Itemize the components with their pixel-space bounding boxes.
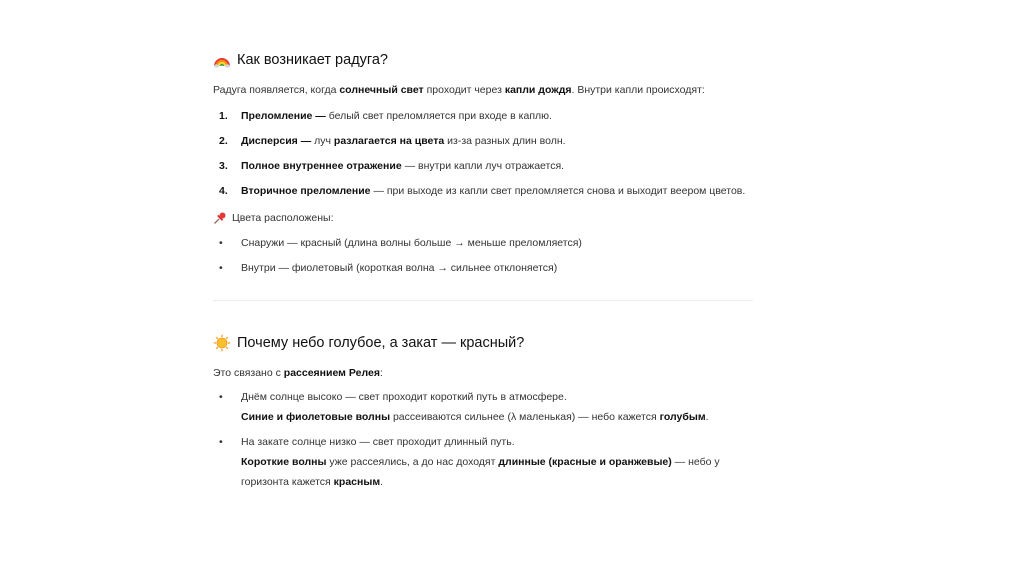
sun-icon bbox=[213, 334, 231, 352]
intro-text: проходит через bbox=[423, 84, 505, 96]
section-rainbow-intro bbox=[213, 82, 753, 98]
bullet: • bbox=[219, 262, 223, 274]
emphasis: голубым bbox=[659, 411, 706, 423]
step-term: Полное внутреннее отражение bbox=[241, 160, 402, 172]
emphasis: длинные (красные и оранжевые) bbox=[498, 456, 672, 468]
refraction-steps-list bbox=[213, 106, 753, 201]
list-item-text: уже рассеялись, а до нас доходят bbox=[326, 456, 499, 468]
colors-label-text: Цвета расположены: bbox=[232, 212, 334, 224]
list-item-text: — небо у горизонта кажется bbox=[241, 456, 720, 488]
list-item bbox=[213, 387, 753, 427]
sky-explanation-list bbox=[213, 387, 753, 492]
intro-bold: рассеянием Релея bbox=[283, 367, 380, 379]
list-number: 1. bbox=[219, 110, 228, 122]
step-term: разлагается на цвета bbox=[333, 135, 445, 147]
step-term: Вторичное преломление bbox=[241, 185, 371, 197]
intro-text: Это связано с bbox=[213, 367, 284, 379]
step-text: из-за разных длин волн. bbox=[444, 135, 566, 147]
step-term: Преломление — bbox=[241, 110, 326, 122]
step-term: Дисперсия — bbox=[241, 135, 312, 147]
step-text: белый свет преломляется при входе в каплю. bbox=[325, 110, 552, 122]
emphasis: Синие и фиолетовые волны bbox=[241, 411, 391, 423]
rainbow-icon bbox=[213, 51, 231, 69]
bullet: • bbox=[219, 237, 223, 249]
colors-label bbox=[213, 209, 753, 227]
section-title-text: Почему небо голубое, а закат — красный? bbox=[237, 335, 525, 351]
pushpin-icon bbox=[213, 211, 227, 225]
list-item-text: Снаружи — красный (длина волны больше → меньше преломляется) bbox=[241, 237, 582, 249]
step-text: — при выходе из капли свет преломляется снова и выходит веером цветов. bbox=[370, 185, 746, 197]
section-divider bbox=[213, 300, 753, 301]
list-item bbox=[213, 258, 753, 278]
emphasis: красным bbox=[333, 476, 381, 488]
intro-bold: солнечный свет bbox=[339, 84, 424, 96]
list-item-text: Днём солнце высоко — свет проходит короткий путь в атмосфере. bbox=[241, 391, 567, 403]
list-number: 4. bbox=[219, 185, 228, 197]
list-number: 2. bbox=[219, 135, 228, 147]
step-text: луч bbox=[311, 135, 334, 147]
color-order-list bbox=[213, 233, 753, 278]
step-text: — внутри капли луч отражается. bbox=[401, 160, 565, 172]
section-rainbow-title bbox=[213, 48, 753, 72]
intro-bold: капли дождя bbox=[504, 84, 572, 96]
section-sky-title bbox=[213, 331, 753, 355]
section-title-text: Как возникает радуга? bbox=[237, 52, 388, 68]
list-item bbox=[213, 233, 753, 253]
list-item bbox=[213, 181, 753, 201]
bullet: • bbox=[219, 391, 223, 403]
list-item-text: . bbox=[380, 476, 384, 488]
list-item-text: . bbox=[705, 411, 709, 423]
list-item-text: рассеиваются сильнее (λ маленькая) — небо кажется bbox=[390, 411, 660, 423]
intro-text: : bbox=[379, 367, 383, 379]
list-item-text: Внутри — фиолетовый (короткая волна → сильнее отклоняется) bbox=[241, 262, 558, 274]
list-number: 3. bbox=[219, 160, 228, 172]
section-sky-intro bbox=[213, 365, 753, 381]
list-item bbox=[213, 156, 753, 176]
list-item bbox=[213, 131, 753, 151]
intro-text: . Внутри капли происходят: bbox=[571, 84, 705, 96]
intro-text: Радуга появляется, когда bbox=[213, 84, 340, 96]
list-item-text: На закате солнце низко — свет проходит длинный путь. bbox=[241, 436, 515, 448]
bullet: • bbox=[219, 436, 223, 448]
emphasis: Короткие волны bbox=[241, 456, 327, 468]
list-item bbox=[213, 106, 753, 126]
document-content bbox=[213, 48, 753, 497]
list-item bbox=[213, 432, 753, 492]
